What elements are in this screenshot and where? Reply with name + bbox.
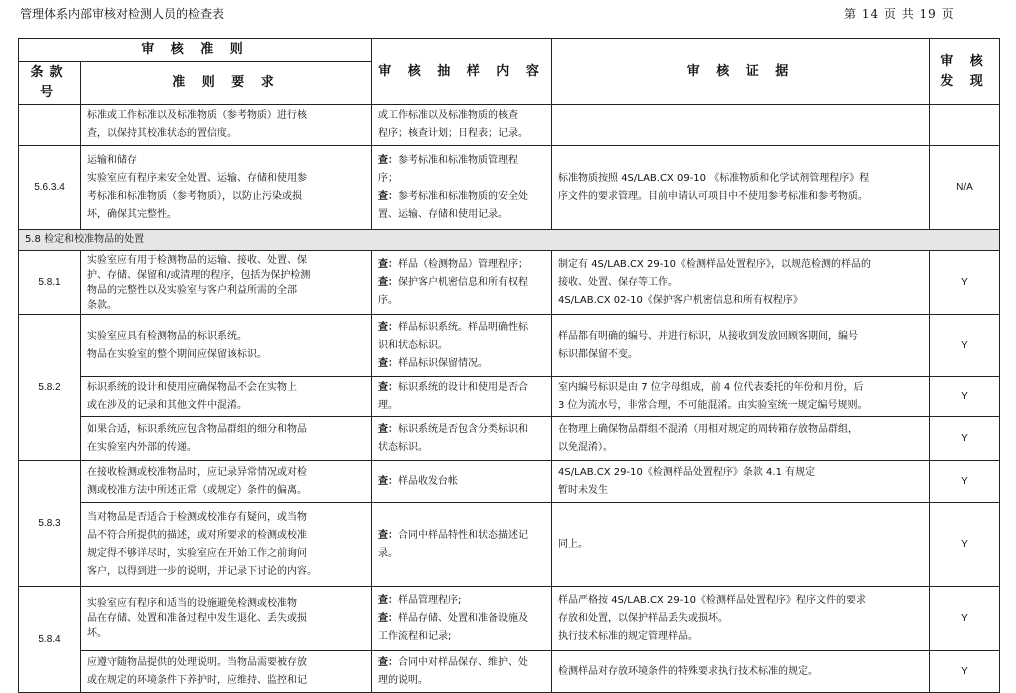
check-prefix: 查：: [378, 612, 399, 624]
finding-cell: Y: [930, 651, 1000, 693]
evidence-cell: 在物理上确保物品群组不混淆（用相对规定的周转箱存放物品群组， 以免混淆）。: [552, 417, 930, 461]
evidence-cell: 室内编号标识是由 7 位字母组成，前 4 位代表委托的年份和月份，后 3 位为流水号，非常合理，不可能混淆。由实验室统一规定编号规则。: [552, 377, 930, 417]
sample-cell: 查：样品管理程序; 查：样品存储、处置和准备设施及 工作流程和记录;: [372, 587, 552, 651]
clause-cell: 5.8.2: [19, 315, 81, 461]
check-prefix: 查：: [378, 529, 399, 541]
requirement-cell: 标识系统的设计和使用应确保物品不会在实物上 或在涉及的记录和其他文件中混淆。: [81, 377, 372, 417]
evidence-cell: 4S/LAB.CX 29-10《检测样品处置程序》条款 4.1 有规定 暂时未发生: [552, 461, 930, 503]
check-prefix: 查：: [378, 475, 399, 487]
check-prefix: 查：: [378, 594, 399, 606]
evidence-cell: 检测样品对存放环境条件的特殊要求执行技术标准的规定。: [552, 651, 930, 693]
finding-cell: Y: [930, 503, 1000, 587]
audit-checklist-table: [18, 38, 1000, 693]
sample-cell: 查：样品收发台帐: [372, 461, 552, 503]
sample-cell: 查：合同中对样品保存、维护、处 理的说明。: [372, 651, 552, 693]
requirement-cell: 实验室应有程序和适当的设施避免检测或校准物 品在存储、处置和准备过程中发生退化、丢失或损 坏。: [81, 587, 372, 651]
table-row: [19, 417, 1000, 461]
section-title: 5.8 检定和校准物品的处置: [19, 230, 1000, 251]
clause-cell: 5.8.1: [19, 251, 81, 315]
table-row: [19, 146, 1000, 230]
check-prefix: 查：: [378, 276, 399, 288]
check-prefix: 查：: [378, 190, 399, 202]
check-prefix: 查：: [378, 656, 399, 668]
requirement-cell: 运输和储存 实验室应有程序来安全处置、运输、存储和使用参 考标准和标准物质（参考物质），以防止污染或损 坏，确保其完整性。: [81, 146, 372, 230]
table-row: [19, 251, 1000, 315]
evidence-cell: [552, 105, 930, 146]
sample-header: 审 核 抽 样 内 容: [372, 39, 552, 105]
finding-cell: Y: [930, 315, 1000, 377]
clause-cell: 5.8.3: [19, 461, 81, 587]
finding-cell: Y: [930, 461, 1000, 503]
finding-cell: Y: [930, 587, 1000, 651]
check-prefix: 查：: [378, 357, 399, 369]
check-prefix: 查：: [378, 423, 399, 435]
section-row: [19, 230, 1000, 251]
evidence-cell: 同上。: [552, 503, 930, 587]
sample-cell: 查：样品标识系统。样品明确性标 识和状态标识。 查：样品标识保留情况。: [372, 315, 552, 377]
table-row: [19, 651, 1000, 693]
check-prefix: 查：: [378, 154, 399, 166]
requirement-cell: 实验室应具有检测物品的标识系统。 物品在实验室的整个期间应保留该标识。: [81, 315, 372, 377]
sample-cell: 查：样品（检测物品）管理程序； 查：保护客户机密信息和所有权程 序。: [372, 251, 552, 315]
clause-cell: 5.6.3.4: [19, 146, 81, 230]
evidence-cell: 样品都有明确的编号、并进行标识，从接收到发放回顾客期间，编号 标识都保留不变。: [552, 315, 930, 377]
criteria-header: 审 核 准 则: [19, 39, 372, 62]
finding-cell: [930, 105, 1000, 146]
finding-cell: Y: [930, 377, 1000, 417]
requirement-cell: 标准或工作标准以及标准物质（参考物质）进行核 查，以保持其校准状态的置信度。: [81, 105, 372, 146]
sample-cell: 查：合同中样品特性和状态描述记 录。: [372, 503, 552, 587]
evidence-cell: 标准物质按照 4S/LAB.CX 09-10 《标准物质和化学试剂管理程序》程 序文件的要求管理。目前申请认可项目中不使用参考标准和参考物质。: [552, 146, 930, 230]
table-row: [19, 105, 1000, 146]
finding-header: 审 核 发 现: [930, 39, 1000, 105]
requirement-cell: 应遵守随物品提供的处理说明。当物品需要被存放 或在规定的环境条件下养护时，应维持、监控和记: [81, 651, 372, 693]
check-prefix: 查：: [378, 258, 399, 270]
table-row: [19, 377, 1000, 417]
evidence-cell: 制定有 4S/LAB.CX 29-10《检测样品处置程序》，以规范检测的样品的 接收、处置、保存等工作。 4S/LAB.CX 02-10《保护客户机密信息和所有权程序》: [552, 251, 930, 315]
table-row: [19, 503, 1000, 587]
clause-no-header: 条款号: [19, 62, 81, 105]
evidence-cell: 样品严格按 4S/LAB.CX 29-10《检测样品处置程序》程序文件的要求 存放和处置，以保护样品丢失或损坏。 执行技术标准的规定管理样品。: [552, 587, 930, 651]
evidence-header: 审 核 证 据: [552, 39, 930, 105]
table-row: [19, 461, 1000, 503]
requirement-cell: 实验室应有用于检测物品的运输、接收、处置、保 护、存储、保留和/或清理的程序，包括为保护检测 物品的完整性以及实验室与客户利益所需的全部 条款。: [81, 251, 372, 315]
sample-cell: 查：参考标准和标准物质管理程 序； 查：参考标准和标准物质的安全处 置、运输、存储和使用记录。: [372, 146, 552, 230]
sample-cell: 查：标识系统是否包含分类标识和 状态标识。: [372, 417, 552, 461]
requirement-cell: 当对物品是否适合于检测或校准存有疑问，或当物 品不符合所提供的描述，或对所要求的检测或校准 规定得不够详尽时，实验室应在开始工作之前询问 客户，以得到进一步的说明，并记录下讨论的内容。: [81, 503, 372, 587]
document-title: 管理体系内部审核对检测人员的检查表: [20, 7, 225, 21]
requirement-cell: 在接收检测或校准物品时，应记录异常情况或对检 测或校准方法中所述正常（或规定）条件的偏离。: [81, 461, 372, 503]
finding-cell: Y: [930, 417, 1000, 461]
clause-cell: [19, 105, 81, 146]
page-number: 第 14 页 共 19 页: [844, 7, 955, 21]
table-header-row: [19, 39, 1000, 62]
check-prefix: 查：: [378, 381, 399, 393]
table-row: [19, 315, 1000, 377]
finding-cell: Y: [930, 251, 1000, 315]
requirement-header: 准 则 要 求: [81, 62, 372, 105]
check-prefix: 查：: [378, 321, 399, 333]
sample-cell: 或工作标准以及标准物质的核查 程序；核查计划；日程表；记录。: [372, 105, 552, 146]
sample-cell: 查：标识系统的设计和使用是否合 理。: [372, 377, 552, 417]
finding-cell: N/A: [930, 146, 1000, 230]
requirement-cell: 如果合适，标识系统应包含物品群组的细分和物品 在实验室内外部的传递。: [81, 417, 372, 461]
clause-cell: 5.8.4: [19, 587, 81, 693]
table-row: [19, 587, 1000, 651]
